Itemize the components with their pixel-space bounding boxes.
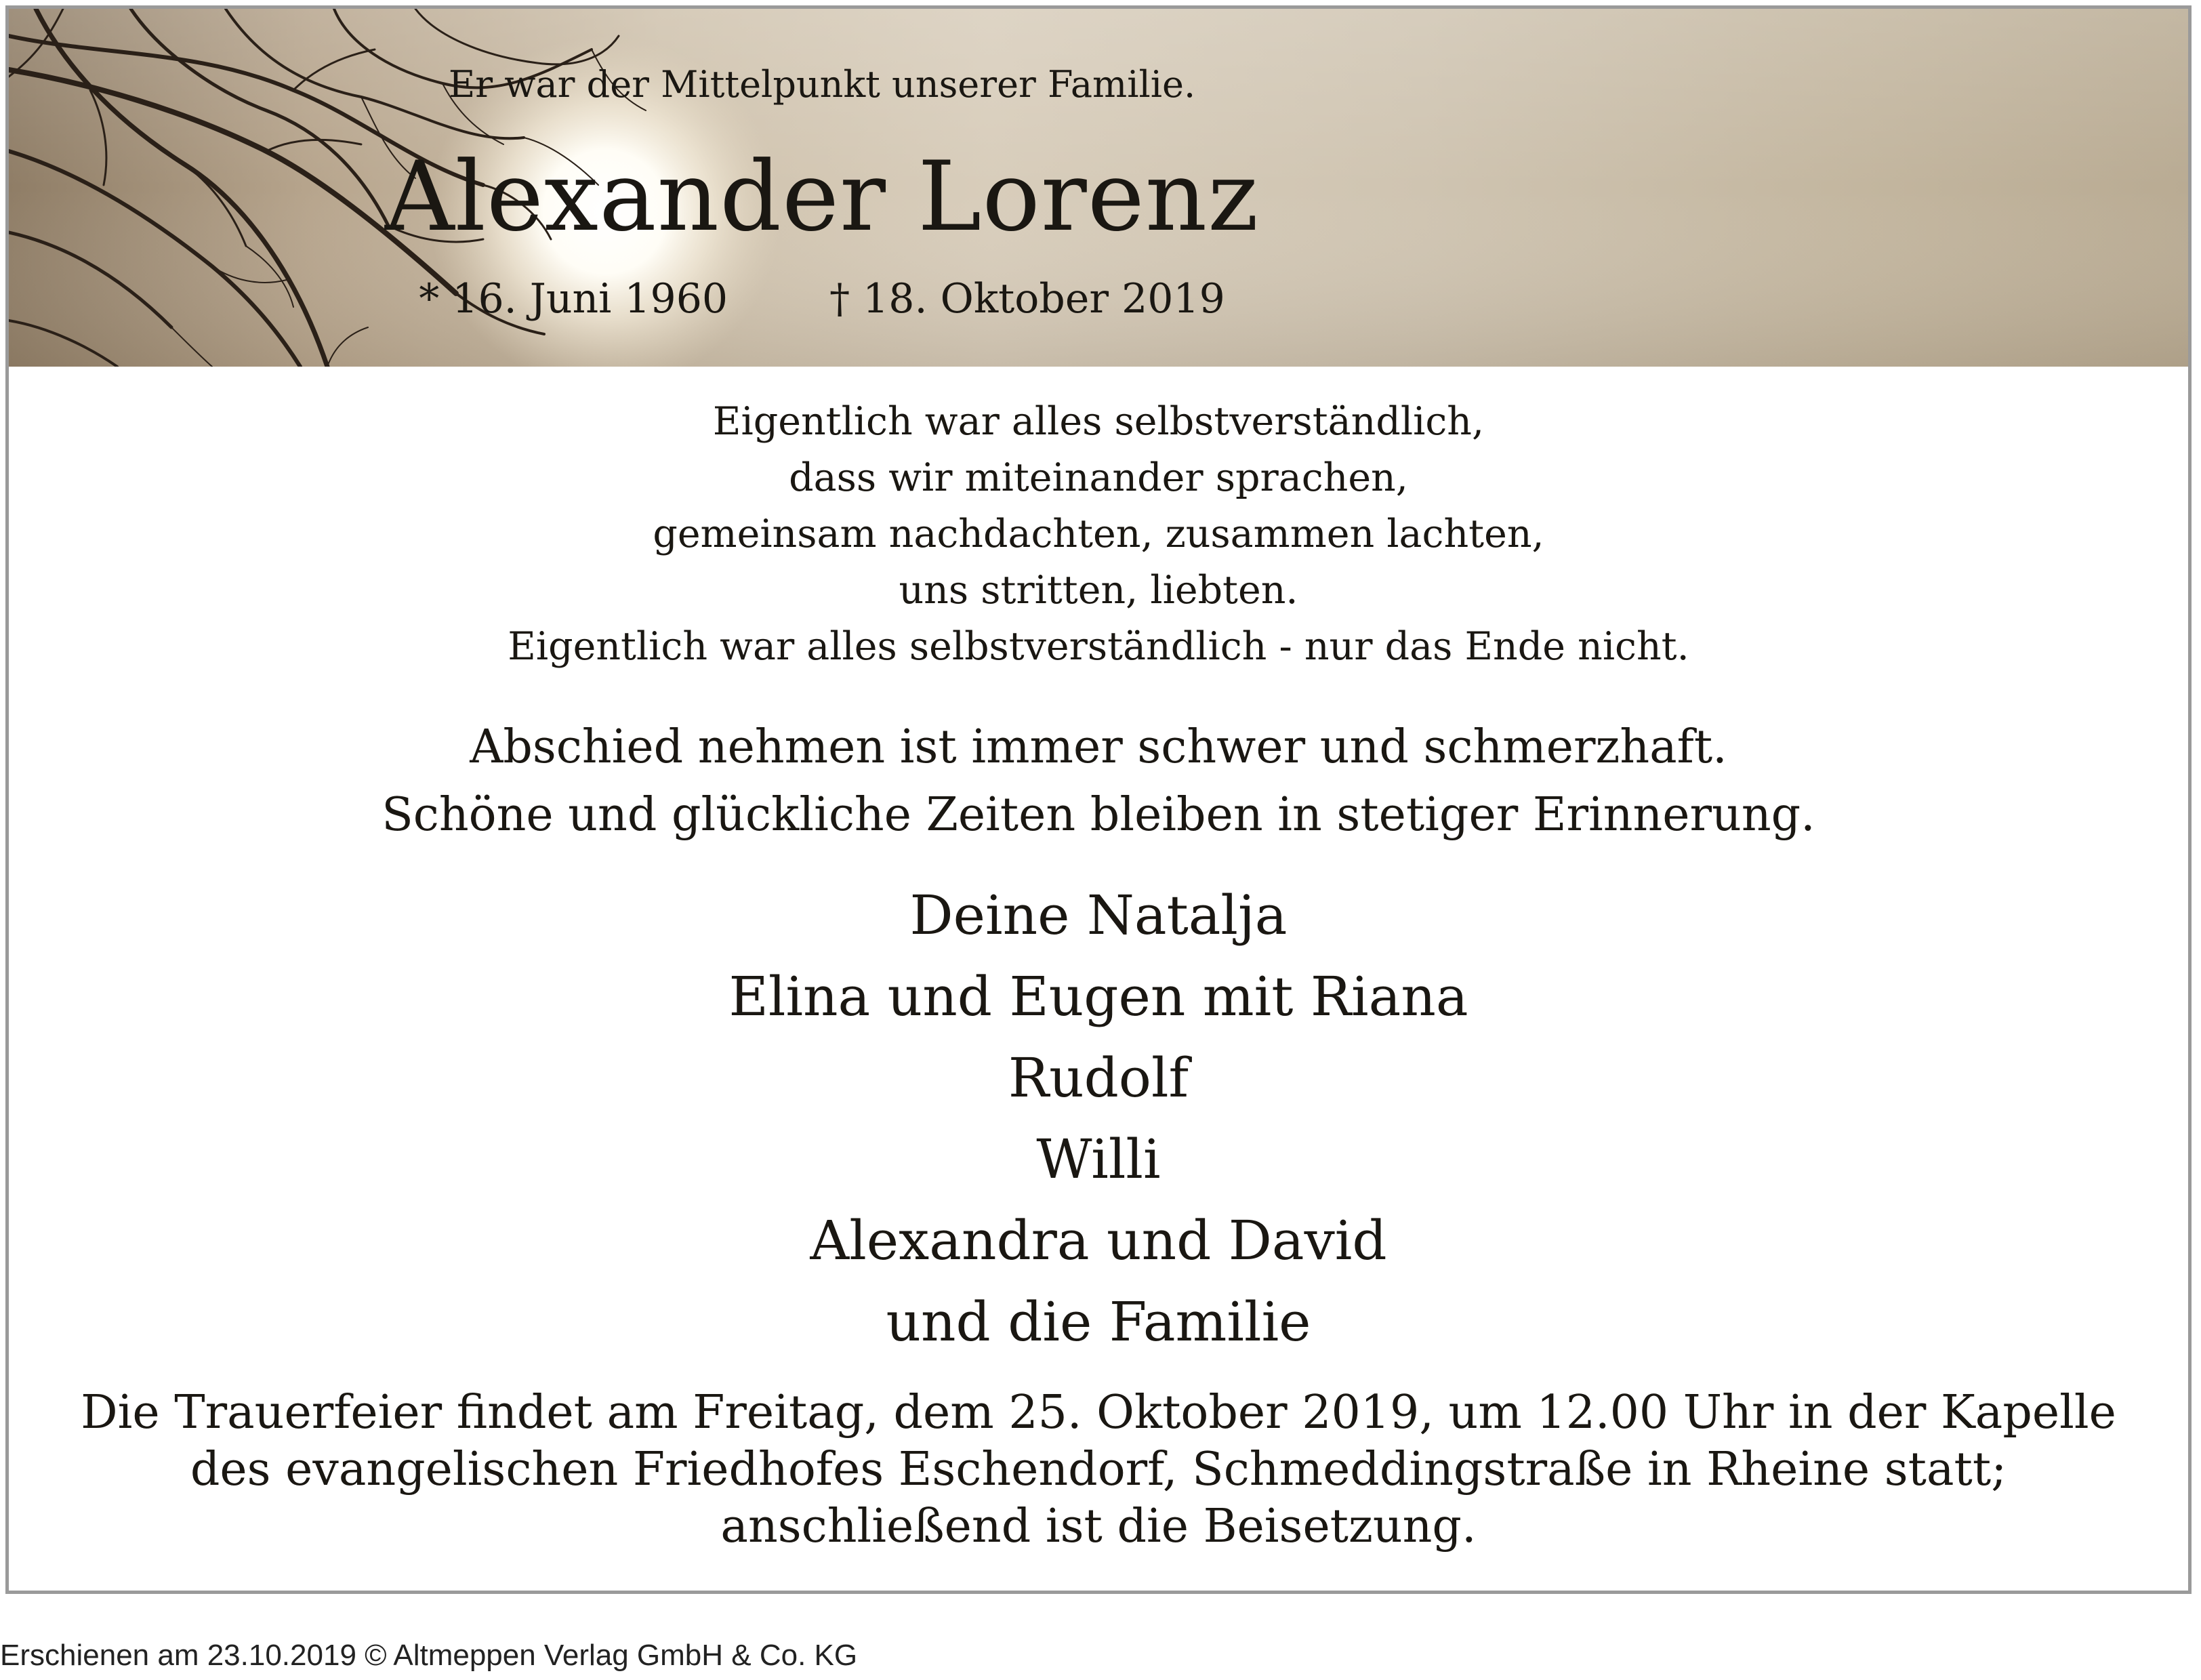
poem-line: Eigentlich war alles selbstverständlich, [712,399,1485,444]
family-member: Rudolf [1008,1046,1189,1109]
service-line: Die Trauerfeier findet am Freitag, dem 25. Oktober 2019, um 12.00 Uhr in der Kapelle [81,1386,2116,1439]
service-line: des evangelischen Friedhofes Eschendorf, Schmeddingstraße in Rheine statt; [190,1443,2007,1496]
poem-line: gemeinsam nachdachten, zusammen lachten, [653,512,1544,556]
poem [9,394,2188,675]
family-signatures [9,875,2188,1363]
life-dates [9,275,1635,323]
death-date: † 18. Oktober 2019 [829,275,1225,323]
birth-date: * 16. Juni 1960 [419,275,728,323]
funeral-service-info [9,1385,2188,1555]
poem-line: uns stritten, liebten. [899,568,1298,613]
family-member: und die Familie [886,1290,1311,1353]
poem-line: Eigentlich war alles selbstverständlich - nur das Ende nicht. [508,624,1689,669]
farewell-line: Abschied nehmen ist immer schwer und schmerzhaft. [470,720,1727,774]
family-member: Willi [1036,1128,1161,1191]
service-line: anschließend ist die Beisetzung. [720,1500,1477,1553]
family-member: Alexandra und David [810,1209,1387,1272]
family-member: Deine Natalja [909,884,1288,947]
deceased-name: Alexander Lorenz [384,141,1260,253]
motto: Er war der Mittelpunkt unserer Familie. [448,63,1196,106]
farewell-text [9,714,2188,849]
publication-footer: Erschienen am 23.10.2019 © Altmeppen Verlag GmbH & Co. KG [0,1639,858,1672]
obituary-card [5,5,2192,1594]
header-banner [9,9,2188,367]
family-member: Elina und Eugen mit Riana [728,965,1468,1028]
poem-line: dass wir miteinander sprachen, [789,455,1408,500]
farewell-line: Schöne und glückliche Zeiten bleiben in stetiger Erinnerung. [382,788,1815,842]
